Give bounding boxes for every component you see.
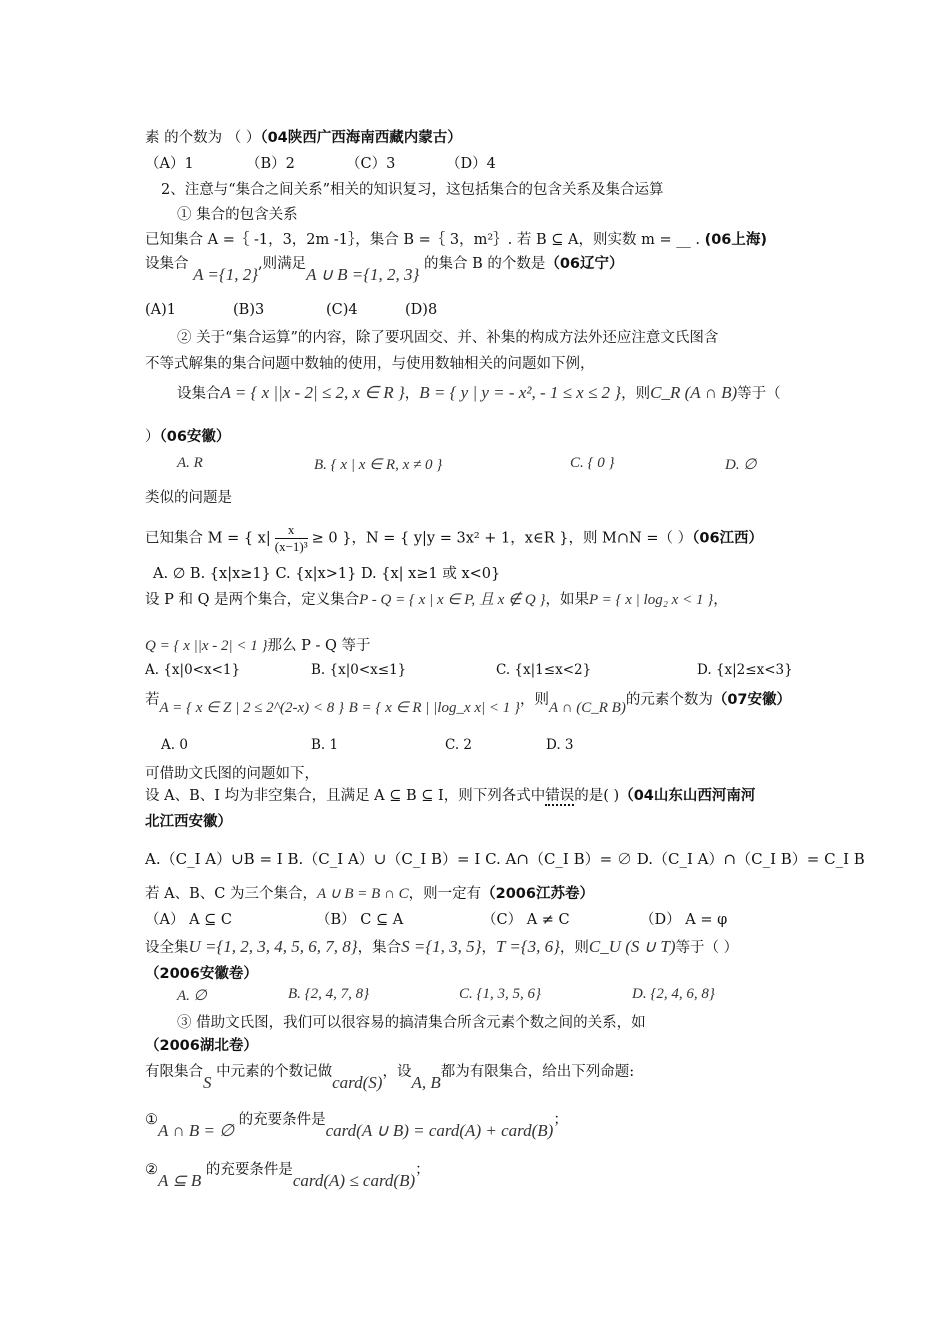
- question-text: ，则: [621, 386, 651, 402]
- fraction-denominator: (x−1)³: [274, 539, 308, 554]
- question-text: ，如果: [545, 592, 589, 608]
- option-a: A. R: [177, 455, 203, 471]
- option-b: （B）2: [246, 156, 295, 172]
- question-text: 的充要条件是: [238, 1112, 326, 1128]
- option-c: C. 2: [445, 737, 473, 753]
- fraction-numerator: x: [275, 522, 308, 539]
- math-expression: A ∪ B ={1, 2, 3}: [306, 265, 420, 284]
- answer-options: A.（C_I A）∪B = I B.（C_I A）∪（C_I B）= I C. A∩（C_I B）= ∅ D.（C_I A）∩（C_I B）= C_I B: [145, 850, 865, 868]
- source-tag: （2006湖北卷）: [145, 1038, 258, 1054]
- math-expression: P = { x | log₂ x < 1 }: [588, 592, 714, 608]
- math-expression: S ={1, 3, 5}: [401, 937, 482, 956]
- question-text: 设集合: [145, 256, 189, 272]
- proposition-line: [145, 1158, 430, 1190]
- source-tag: （07安徽）: [712, 692, 792, 708]
- question-text: 都为有限集合，给出下列命题:: [440, 1064, 635, 1080]
- question-line: 设 P 和 Q 是两个集合，定义集合P - Q = { x | x ∈ P, 且 x ∉ Q }，如果P = { x | log₂ x < 1 }，: [145, 592, 728, 608]
- fraction: [275, 522, 308, 555]
- math-expression: A ∩ (C_R B): [549, 700, 626, 716]
- math-expression: C_U (S ∪ T): [588, 937, 676, 956]
- option-b: （B） C ⊆ A: [316, 912, 404, 928]
- question-line: [145, 784, 755, 805]
- option-a: （A） A ⊆ C: [145, 912, 233, 928]
- question-line: 设集合A = { x ||x - 2| ≤ 2, x ∈ R }，B = { y | y = - x², - 1 ≤ x ≤ 2 }，则C_R (A ∩ B)等于（: [177, 383, 781, 402]
- option-c: C. {1, 3, 5, 6}: [459, 986, 542, 1002]
- option-a: A. ∅: [177, 988, 207, 1004]
- option-a: A. {x|0<x<1}: [145, 662, 241, 678]
- question-text: ；: [553, 1112, 568, 1128]
- question-line: [145, 252, 624, 284]
- question-text: ，则: [559, 940, 589, 956]
- option-b: B. {2, 4, 7, 8}: [288, 986, 370, 1002]
- paragraph-line: 类似的问题是: [145, 490, 232, 506]
- source-tag: （04山东山西河南河: [619, 788, 756, 804]
- question-text: 的集合 B 的个数是: [423, 256, 546, 272]
- paragraph-line: 可借助文氏图的问题如下，: [145, 766, 319, 782]
- math-expression: A ∪ B = B ∩ C: [316, 886, 409, 902]
- question-text: ，则一定有: [408, 886, 482, 902]
- math-expression: card(A ∪ B) = card(A) + card(B): [325, 1121, 554, 1140]
- math-expression: A ∩ B = ∅: [158, 1121, 235, 1140]
- math-expression: P - Q = { x | x ∈ P, 且 x ∉ Q }: [359, 592, 546, 608]
- proposition-number: ①: [145, 1112, 158, 1128]
- question-line: [145, 126, 462, 147]
- math-expression: Q = { x ||x - 2| < 1 }: [145, 638, 268, 654]
- option-b: (B)3: [233, 302, 265, 318]
- question-text: 素 的个数为 （ ）: [145, 130, 261, 146]
- subsection-heading: ① 集合的包含关系: [177, 207, 298, 223]
- option-a: A. 0: [161, 737, 188, 753]
- math-expression: A ⊆ B: [158, 1171, 202, 1190]
- question-text: 设全集: [145, 940, 189, 956]
- math-expression: U ={1, 2, 3, 4, 5, 6, 7, 8}: [188, 937, 358, 956]
- math-expression: T ={3, 6}: [495, 937, 560, 956]
- question-line: [145, 228, 767, 249]
- option-d: D. {x|2≤x<3}: [697, 662, 793, 678]
- question-line: [145, 1060, 635, 1092]
- question-line: [145, 688, 792, 716]
- math-expression: A = { x ∈ Z | 2 ≤ 2^(2-x) < 8 }: [159, 700, 345, 716]
- question-text: ；: [415, 1162, 430, 1178]
- question-line: [145, 522, 763, 555]
- option-c: （C）3: [346, 156, 396, 172]
- paragraph-line: ③ 借助文氏图，我们可以很容易的搞清集合所含元素个数之间的关系，如: [177, 1015, 646, 1031]
- option-b: B. {x|0<x≤1}: [311, 662, 407, 678]
- question-text: 的是( ): [574, 788, 620, 804]
- source-tag: 北江西安徽）: [145, 814, 232, 830]
- question-text: ，设: [382, 1064, 412, 1080]
- math-expression: card(A) ≤ card(B): [292, 1171, 416, 1190]
- paragraph-line: 不等式解集的集合问题中数轴的使用，与使用数轴相关的问题如下例，: [145, 356, 595, 372]
- math-expression: A, B: [411, 1073, 441, 1092]
- question-text: ）: [145, 429, 160, 445]
- option-d: (D)8: [405, 302, 438, 318]
- question-line: [145, 882, 594, 903]
- source-tag: （06辽宁）: [545, 256, 624, 272]
- question-text: 设 P 和 Q 是两个集合，定义集合: [145, 592, 360, 608]
- option-d: D. 3: [546, 737, 574, 753]
- option-a: （A）1: [145, 156, 194, 172]
- question-text: 那么 P - Q 等于: [267, 638, 371, 654]
- question-text: 若: [145, 692, 160, 708]
- question-text: ,则满足: [258, 256, 307, 272]
- option-c: C. { 0 }: [570, 455, 615, 471]
- proposition-line: [145, 1108, 568, 1140]
- question-line: [145, 425, 230, 446]
- source-tag: （04陕西广西海南西藏内蒙古）: [260, 130, 462, 146]
- question-text: 中元素的个数记做: [216, 1064, 333, 1080]
- question-text: ，则: [520, 692, 550, 708]
- source-tag: （06安徽）: [159, 429, 231, 445]
- option-c: C. {x|1≤x<2}: [496, 662, 592, 678]
- question-text: ≥ 0 }，N = { y|y = 3x² + 1，x∈R }，则 M∩N =（ ）: [311, 530, 693, 547]
- option-b: B. 1: [311, 737, 339, 753]
- math-expression: A ={1, 2}: [193, 265, 259, 284]
- math-expression: B = { x ∈ R | |log_x x| < 1 }: [348, 700, 521, 716]
- section-heading: 2、注意与“集合之间关系”相关的知识复习，这包括集合的包含关系及集合运算: [161, 182, 664, 198]
- option-d: D. {2, 4, 6, 8}: [632, 986, 715, 1002]
- source-tag: （2006江苏卷）: [481, 886, 594, 902]
- question-text: 有限集合: [145, 1064, 203, 1080]
- question-text: 若 A、B、C 为三个集合，: [145, 886, 317, 902]
- math-expression: C_R (A ∩ B): [650, 383, 738, 402]
- option-d: （D）4: [446, 156, 496, 172]
- source-tag: （06江西）: [692, 530, 764, 547]
- question-text: 已知集合 M = { x|: [145, 530, 271, 547]
- source-tag: （2006安徽卷）: [145, 966, 258, 982]
- question-line: [145, 634, 371, 655]
- option-d: D. ∅: [725, 457, 757, 473]
- question-text: 的元素个数为: [625, 692, 713, 708]
- question-line: 设全集U ={1, 2, 3, 4, 5, 6, 7, 8}，集合S ={1, 3, 5}，T ={3, 6}，则C_U (S ∪ T)等于（ ）: [145, 937, 739, 956]
- option-d: （D） A = φ: [640, 912, 728, 928]
- emphasis-text: 错误: [545, 788, 575, 804]
- question-text: 等于（ ）: [675, 940, 739, 956]
- math-expression: B = { y | y = - x², - 1 ≤ x ≤ 2 }: [419, 383, 622, 402]
- question-text: 已知集合 A =｛ -1，3，2m -1｝，集合 B =｛ 3，m²｝. 若 B ⊆ A，则实数 m = __ .: [145, 232, 700, 248]
- proposition-number: ②: [145, 1162, 158, 1178]
- math-expression: card(S): [332, 1073, 383, 1092]
- question-text: ，集合: [357, 940, 402, 956]
- paragraph-line: ② 关于“集合运算”的内容，除了要巩固交、并、补集的构成方法外还应注意文氏图含: [177, 330, 719, 346]
- question-text: 设集合: [177, 386, 221, 402]
- question-text: 等于（: [737, 386, 781, 402]
- math-expression: A = { x ||x - 2| ≤ 2, x ∈ R }: [220, 383, 405, 402]
- source-tag: (06上海): [704, 232, 767, 248]
- math-expression: S: [203, 1073, 212, 1092]
- answer-options: A. ∅ B. {x|x≥1} C. {x|x>1} D. {x| x≥1 或 x<0}: [153, 566, 501, 582]
- question-text: 的充要条件是: [205, 1162, 293, 1178]
- option-a: (A)1: [145, 302, 177, 318]
- option-c: (C)4: [326, 302, 358, 318]
- option-c: （C） A ≠ C: [482, 912, 570, 928]
- option-b: B. { x | x ∈ R, x ≠ 0 }: [314, 457, 443, 473]
- question-text: 设 A、B、I 均为非空集合，且满足 A ⊆ B ⊆ I，则下列各式中: [145, 788, 546, 804]
